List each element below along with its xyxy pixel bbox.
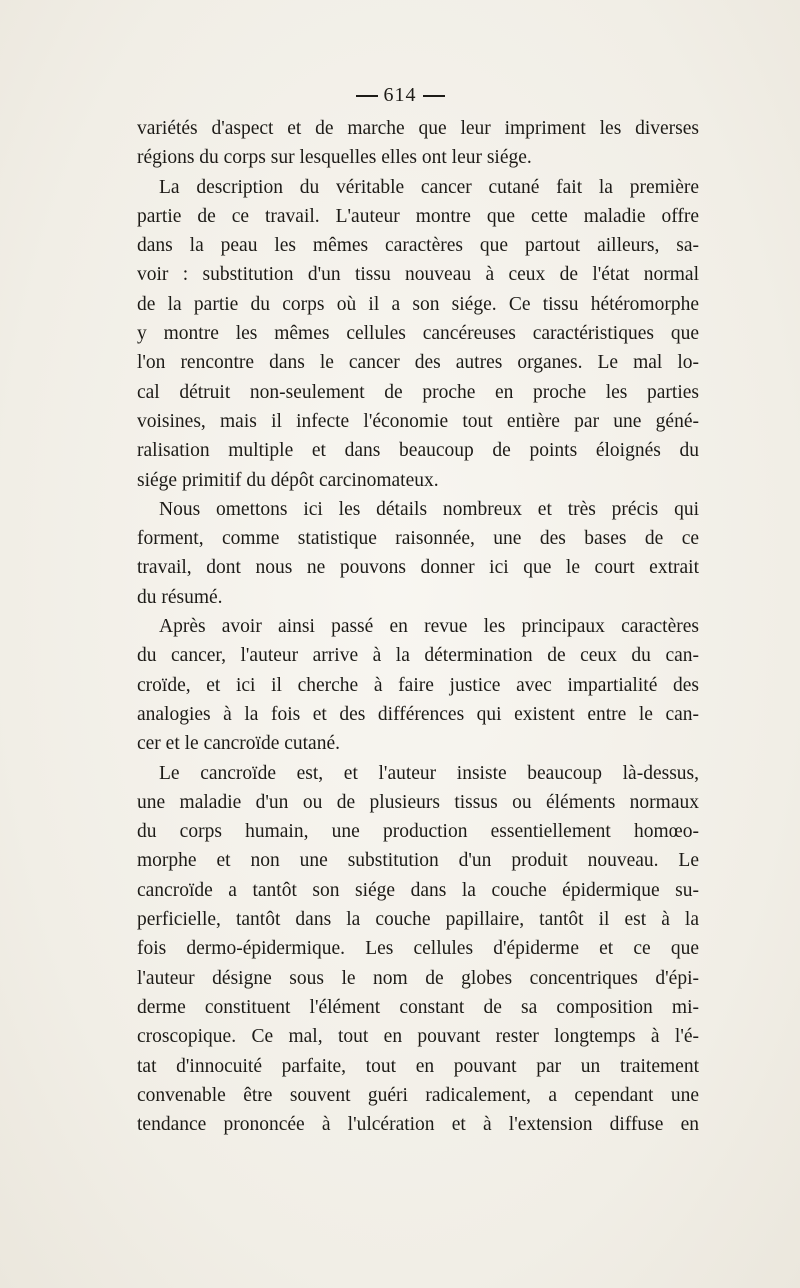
text-line: siége primitif du dépôt carcinomateux. [137,469,439,491]
text-line: tendance prononcée à l'ulcération et à l'extension diffuse en [137,1114,699,1136]
text-line: régions du corps sur lesquelles elles ont leur siége. [137,147,532,169]
text-line: de la partie du corps où il a son siége. Ce tissu hétéromorphe [137,293,699,315]
text-line: voisines, mais il infecte l'économie tout entière par une géné- [137,410,699,432]
text-line: fois dermo-épidermique. Les cellules d'épiderme et ce que [137,938,699,960]
text-line: cal détruit non-seulement de proche en proche les parties [137,381,699,403]
text-line: Le cancroïde est, et l'auteur insiste beaucoup là-dessus, [159,762,699,784]
text-line: l'on rencontre dans le cancer des autres organes. Le mal lo- [137,352,699,374]
page-number-right-rule [423,95,445,97]
text-line: une maladie d'un ou de plusieurs tissus ou éléments normaux [137,791,699,813]
text-line: analogies à la fois et des différences qui existent entre le can- [137,703,699,725]
text-line: forment, comme statistique raisonnée, une des bases de ce [137,528,699,550]
text-line: Nous omettons ici les détails nombreux et très précis qui [159,498,699,520]
text-line: perficielle, tantôt dans la couche papillaire, tantôt il est à la [137,909,699,931]
page-number [0,84,800,107]
text-line: partie de ce travail. L'auteur montre que cette maladie offre [137,205,699,227]
text-line: Après avoir ainsi passé en revue les principaux caractères [159,616,699,638]
text-line: croscopique. Ce mal, tout en pouvant rester longtemps à l'é- [137,1026,699,1048]
text-line: cancroïde a tantôt son siége dans la couche épidermique su- [137,879,699,901]
text-line: convenable être souvent guéri radicalement, a cependant une [137,1084,699,1106]
text-line: cer et le cancroïde cutané. [137,733,340,755]
text-line: croïde, et ici il cherche à faire justice avec impartialité des [137,674,699,696]
text-line: voir : substitution d'un tissu nouveau à ceux de l'état normal [137,264,699,286]
text-line: du cancer, l'auteur arrive à la détermination de ceux du can- [137,645,699,667]
body-text [137,114,699,1139]
text-line: ralisation multiple et dans beaucoup de points éloignés du [137,440,699,462]
page-number-text: 614 [383,84,417,106]
text-line: y montre les mêmes cellules cancéreuses caractéristiques que [137,323,699,345]
text-line: l'auteur désigne sous le nom de globes concentriques d'épi- [137,967,699,989]
text-line: dans la peau les mêmes caractères que partout ailleurs, sa- [137,235,699,257]
text-line: tat d'innocuité parfaite, tout en pouvant par un traitement [137,1055,699,1077]
page-number-left-rule [356,95,378,97]
text-line: derme constituent l'élément constant de sa composition mi- [137,996,699,1018]
text-line: variétés d'aspect et de marche que leur impriment les diverses [137,118,699,139]
text-line: morphe et non une substitution d'un produit nouveau. Le [137,850,699,872]
text-line: travail, dont nous ne pouvons donner ici que le court extrait [137,557,699,579]
text-line: La description du véritable cancer cutané fait la première [159,176,699,198]
text-line: du résumé. [137,586,223,608]
text-line: du corps humain, une production essentiellement homœo- [137,821,699,843]
